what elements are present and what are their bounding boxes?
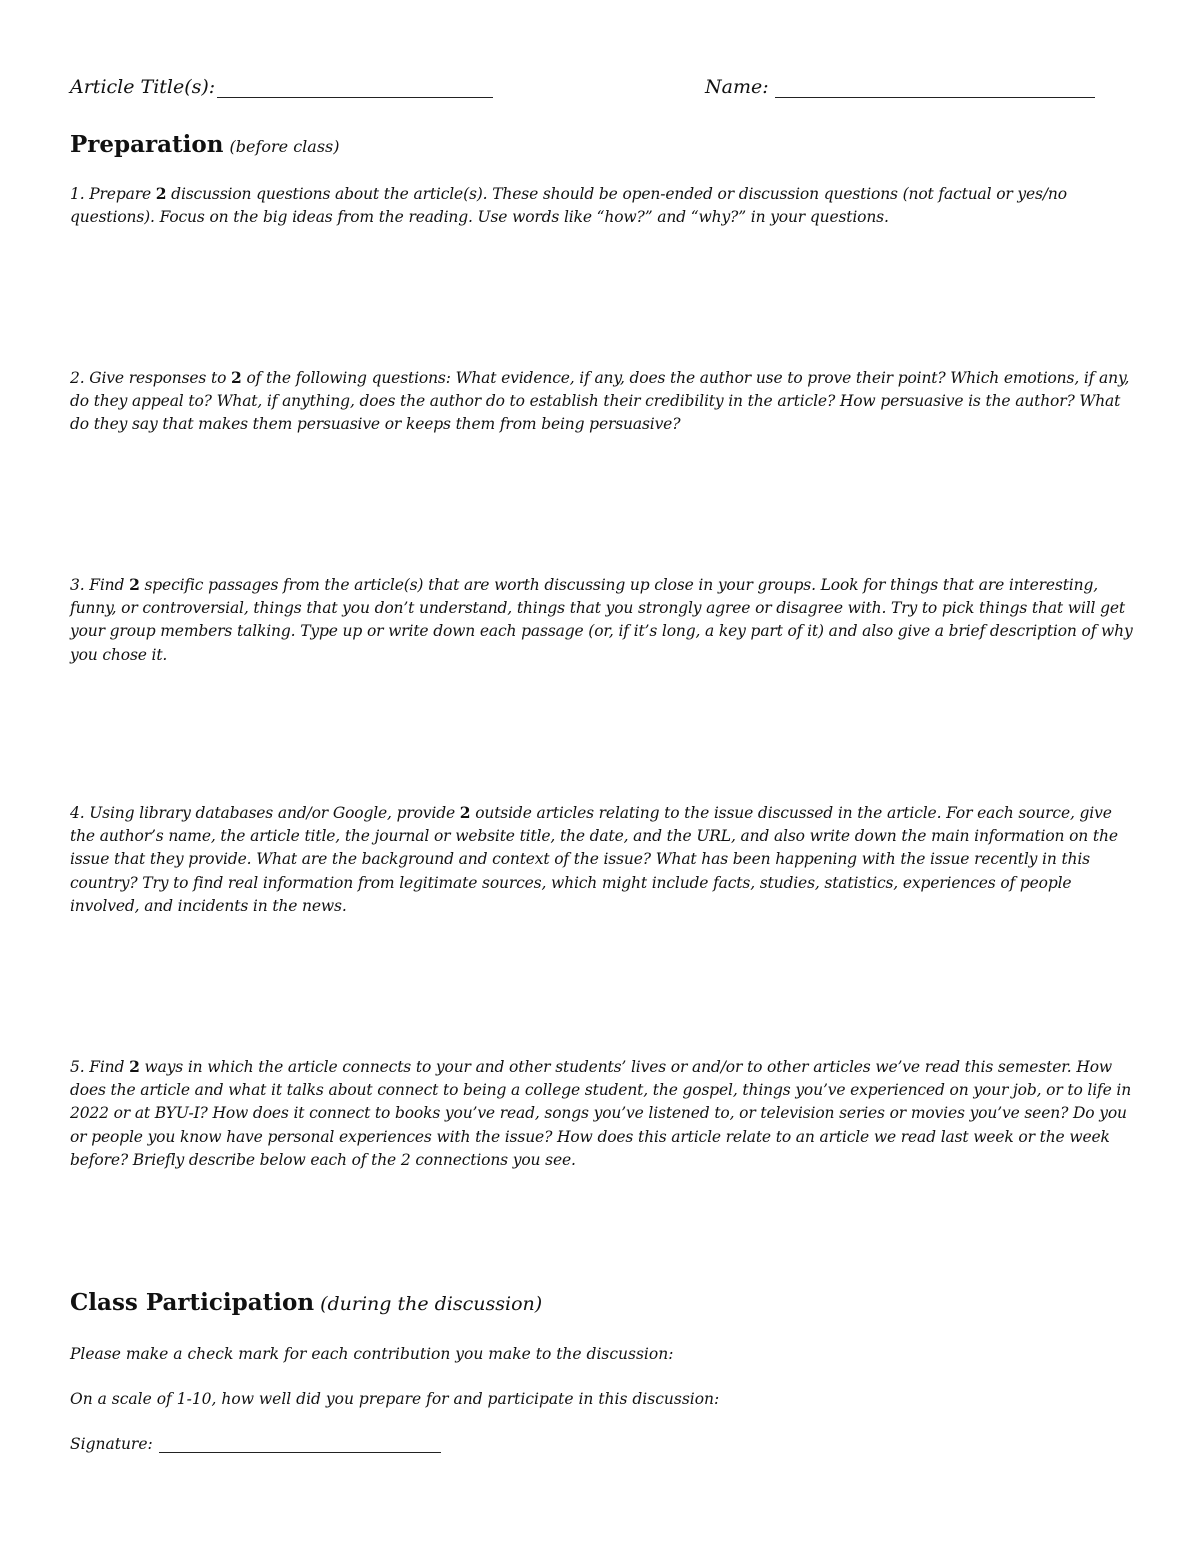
signature-blank[interactable] xyxy=(159,1436,441,1453)
scale-question: On a scale of 1-10, how well did you prepare for and participate in this discussion: xyxy=(70,1390,720,1408)
article-title-blank[interactable] xyxy=(217,79,493,98)
preparation-heading xyxy=(70,131,339,158)
preparation-title: Preparation xyxy=(70,131,224,158)
article-title-label: Article Title(s): xyxy=(70,76,216,98)
prep-item-1 xyxy=(70,182,1134,229)
prep-item-text: specific passages from the article(s) that are worth discussing up close in your groups. Look for things that are interesting, funny, or controversial, things that you don’t understand, things that you strongly agree or disagree with. Try to pick things that will get your group members talking. Type up or write down each passage (or, if it’s long, a key part of it) and also give a brief description of why you chose it. xyxy=(70,576,1133,664)
prep-item-prefix: 4. Using library databases and/or Google, provide xyxy=(70,804,460,822)
prep-item-2 xyxy=(70,366,1134,437)
class-participation-title: Class Participation xyxy=(70,1289,315,1316)
prep-item-count: 2 xyxy=(231,368,242,387)
prep-item-text: ways in which the article connects to your and other students’ lives or and/or to other articles we’ve read this semester. How does the article and what it talks about connect to being a college student, the gospel, things you’ve experienced on your job, or to life in 2022 or at BYU-I? How does it connect to books you’ve read, songs you’ve listened to, or television series or movies you’ve seen? Do you or people you know have personal experiences with the issue? How does this article relate to an article we read last week or the week before? Briefly describe below each of the 2 connections you see. xyxy=(70,1058,1132,1169)
prep-item-5 xyxy=(70,1055,1134,1172)
prep-item-prefix: 5. Find xyxy=(70,1058,130,1076)
prep-item-4 xyxy=(70,801,1134,918)
prep-item-count: 2 xyxy=(129,575,140,594)
prep-item-count: 2 xyxy=(129,1057,140,1076)
name-label: Name: xyxy=(705,76,769,98)
preparation-subtitle: (before class) xyxy=(229,137,340,156)
signature-label: Signature: xyxy=(70,1435,153,1453)
signature-field[interactable] xyxy=(70,1435,441,1453)
prep-item-prefix: 1. Prepare xyxy=(70,185,156,203)
class-participation-heading xyxy=(70,1289,542,1316)
prep-item-text: of the following questions: What evidence, if any, does the author use to prove their point? Which emotions, if any, do they appeal to? What, if anything, does the author do to establish their credibility in the article? How persuasive is the author? What do they say that makes them persuasive or keeps them from being persuasive? xyxy=(70,369,1130,434)
class-participation-subtitle: (during the discussion) xyxy=(320,1293,543,1315)
check-mark-instruction: Please make a check mark for each contribution you make to the discussion: xyxy=(70,1345,674,1363)
prep-item-prefix: 3. Find xyxy=(70,576,130,594)
prep-item-text: discussion questions about the article(s). These should be open-ended or discussion questions (not factual or yes/no questions). Focus on the big ideas from the reading. Use words like “how?” and “why?” in your questions. xyxy=(70,185,1067,227)
prep-item-count: 2 xyxy=(459,803,471,822)
prep-item-text: outside articles relating to the issue discussed in the article. For each source, give the author’s name, the article title, the journal or website title, the date, and the URL, and also write down the main information on the issue that they provide. What are the background and context of the issue? What has been happening with the issue recently in this country? Try to find real information from legitimate sources, which might include facts, studies, statistics, experiences of people involved, and incidents in the news. xyxy=(70,804,1118,915)
name-blank[interactable] xyxy=(775,79,1095,98)
prep-item-3 xyxy=(70,573,1134,667)
article-title-field[interactable] xyxy=(70,76,493,98)
name-field[interactable] xyxy=(705,76,1095,98)
prep-item-prefix: 2. Give responses to xyxy=(70,369,232,387)
prep-item-count: 2 xyxy=(155,184,167,203)
